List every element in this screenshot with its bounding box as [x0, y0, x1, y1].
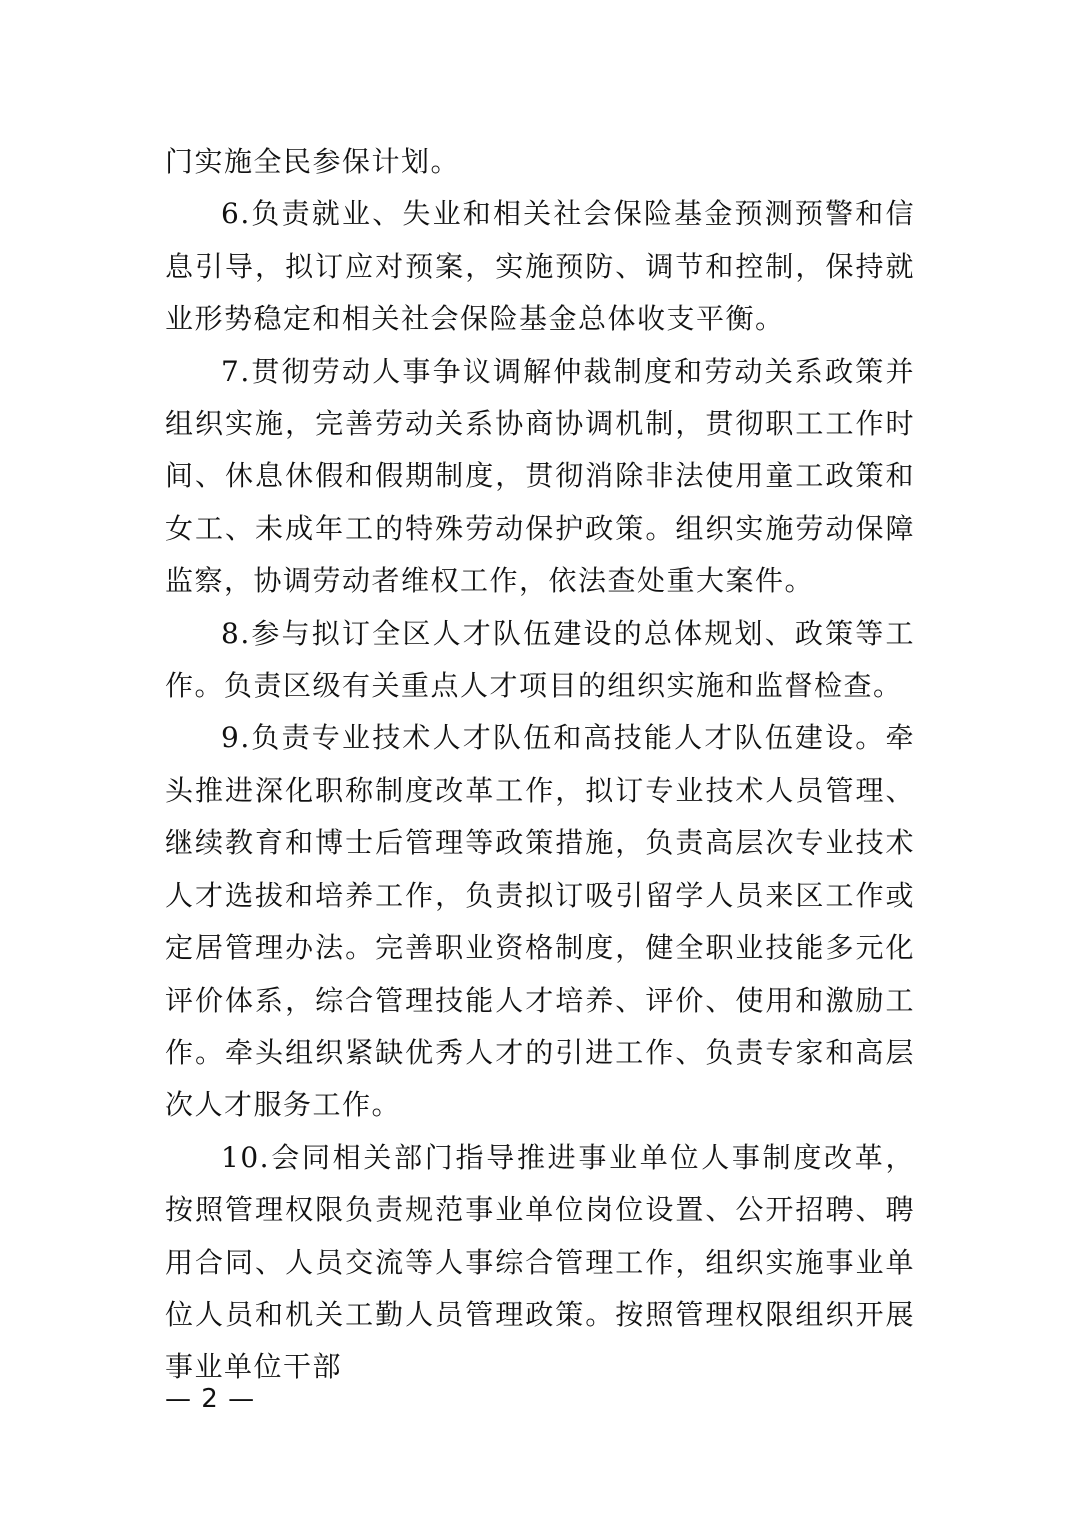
paragraph-item-10: 10.会同相关部门指导推进事业单位人事制度改革，按照管理权限负责规范事业单位岗位设置、公开招聘、聘用合同、人员交流等人事综合管理工作，组织实施事业单位人员和机关工勤人员管理政策。按照管理权限组织开展事业单位干部 [165, 1140, 915, 1384]
paragraph-item-7: 7.贯彻劳动人事争议调解仲裁制度和劳动关系政策并组织实施，完善劳动关系协商协调机制，贯彻职工工作时间、休息休假和假期制度，贯彻消除非法使用童工政策和女工、未成年工的特殊劳动保护政策。组织实施劳动保障监察，协调劳动者维权工作，依法查处重大案件。 [165, 354, 915, 598]
paragraph-continuation: 门实施全民参保计划。 [165, 145, 461, 178]
paragraph-item-8: 8.参与拟订全区人才队伍建设的总体规划、政策等工作。负责区级有关重点人才项目的组织实施和监督检查。 [165, 616, 915, 703]
body-text [165, 136, 915, 1394]
page-number: — 2 — [165, 1384, 256, 1414]
paragraph-item-9: 9.负责专业技术人才队伍和高技能人才队伍建设。牵头推进深化职称制度改革工作，拟订专业技术人员管理、继续教育和博士后管理等政策措施，负责高层次专业技术人才选拔和培养工作，负责拟订吸引留学人员来区工作或定居管理办法。完善职业资格制度，健全职业技能多元化评价体系，综合管理技能人才培养、评价、使用和激励工作。牵头组织紧缺优秀人才的引进工作、负责专家和高层次人才服务工作。 [165, 721, 915, 1122]
paragraph-item-6: 6.负责就业、失业和相关社会保险基金预测预警和信息引导，拟订应对预案，实施预防、调节和控制，保持就业形势稳定和相关社会保险基金总体收支平衡。 [165, 197, 915, 336]
